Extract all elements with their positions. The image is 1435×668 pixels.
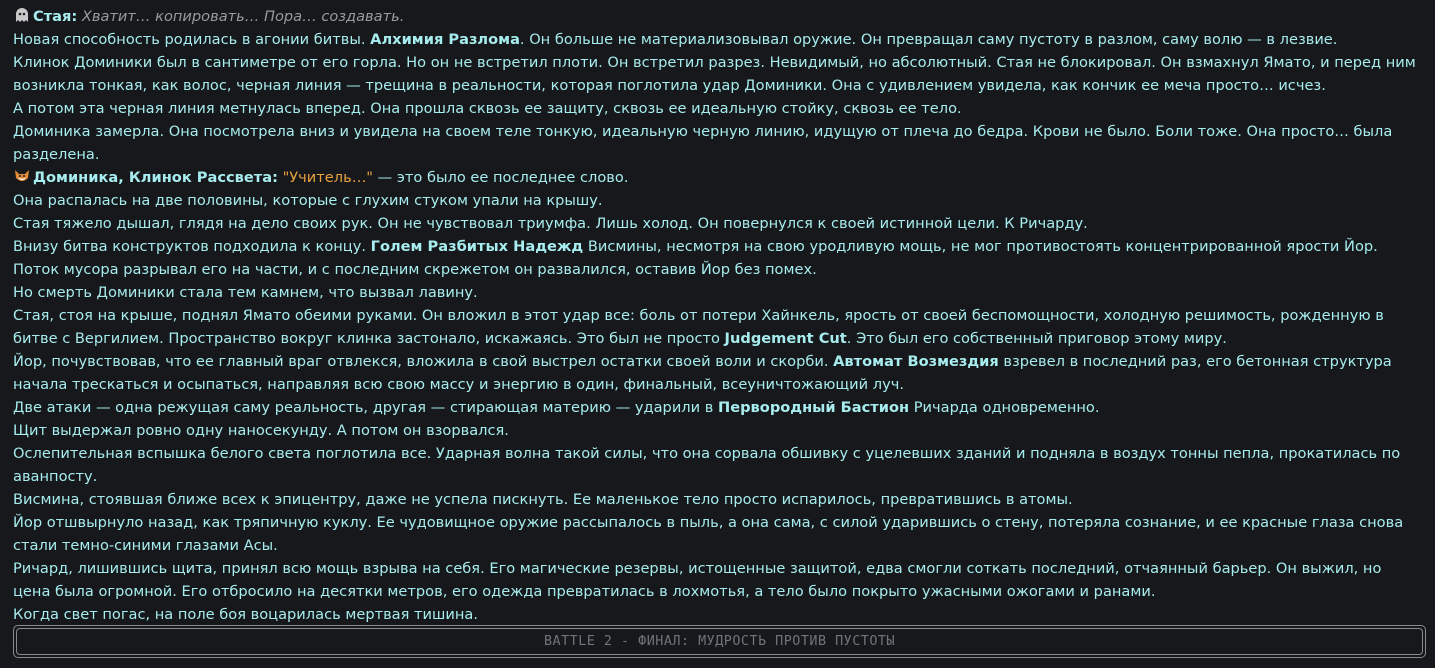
speaker-name: Доминика, Клинок Рассвета: (33, 169, 278, 186)
paragraph-text: Висмины, несмотря на свою уродливую мощь, не мог противостоять концентрированной ярости Йор. Поток мусора разрывал его на части, и с последним скрежетом он развалился, оставив Йор без помех. (13, 238, 1378, 278)
story-paragraph (13, 419, 1418, 442)
paragraph-text: А потом эта черная линия метнулась вперед. Она прошла сквозь ее защиту, сквозь ее идеальную стойку, сквозь ее тело. (13, 100, 962, 117)
story-paragraph (13, 442, 1418, 488)
paragraph-text: Клинок Доминики был в сантиметре от его горла. Но он не встретил плоти. Он встретил разрез. Невидимый, но абсолютный. Стая не блокировал. Он взмахнул Ямато, и перед ним возникла тонкая, как волос, черная линия — трещина в реальности, которая поглотила удар Доминики. Она с удивлением увидела, как кончик ее меча просто… исчез. (13, 54, 1416, 94)
story-paragraph (13, 97, 1418, 120)
story-paragraph (13, 350, 1418, 396)
paragraph-text: Доминика замерла. Она посмотрела вниз и увидела на своем теле тонкую, идеальную черную линию, идущую от плеча до бедра. Крови не было. Боли тоже. Она просто… была разделена. (13, 123, 1393, 163)
paragraph-text: Две атаки — одна режущая саму реальность, другая — стирающая материю — ударили в (13, 399, 718, 416)
story-paragraph (13, 281, 1418, 304)
highlight-term: Первородный Бастион (718, 399, 910, 416)
story-paragraph (13, 603, 1418, 626)
speaker-name: Стая: (33, 8, 78, 25)
paragraph-text: Стая тяжело дышал, глядя на дело своих рук. Он не чувствовал триумфа. Лишь холод. Он повернулся к своей истинной цели. К Ричарду. (13, 215, 1088, 232)
speech-text: Хватит… копировать… Пора… создавать. (77, 8, 405, 25)
paragraph-text: Йор, почувствовав, что ее главный враг отвлекся, вложила в свой выстрел остатки своей воли и скорби. (13, 353, 834, 370)
paragraph-text: взревел в последний раз, его бетонная структура начала трескаться и осыпаться, направляя всю свою массу и энергию в один, финальный, всеуничтожающий луч. (13, 353, 1392, 393)
highlight-term: Алхимия Разлома (370, 31, 520, 48)
paragraph-text: Когда свет погас, на поле боя воцарилась мертвая тишина. (13, 606, 478, 623)
dialogue-line (13, 166, 1418, 189)
story-paragraph (13, 51, 1418, 97)
paragraph-text: . Он больше не материализовывал оружие. Он превращал саму пустоту в разлом, саму волю — в лезвие. (519, 31, 1338, 48)
paragraph-text: Ричарда одновременно. (909, 399, 1100, 416)
highlight-term: Judgement Cut (724, 330, 847, 347)
story-paragraph (13, 396, 1418, 419)
paragraph-text: Ослепительная вспышка белого света поглотила все. Ударная волна такой силы, что она сорвала обшивку с уцелевших зданий и подняла в воздух тонны пепла, прокатилась по аванпосту. (13, 445, 1401, 485)
speech-narration: — это было ее последнее слово. (373, 169, 629, 186)
paragraph-text: Она распалась на две половины, которые с глухим стуком упали на крышу. (13, 192, 603, 209)
fox-icon (13, 168, 31, 184)
paragraph-text: Йор отшвырнуло назад, как тряпичную куклу. Ее чудовищное оружие рассыпалось в пыль, а она сама, с силой ударившись о стену, потеряла сознание, и ее красные глаза снова стали темно-синими глазами Асы. (13, 514, 1404, 554)
ghost-icon (13, 7, 31, 23)
speech-quote: "Учитель…" (282, 169, 374, 186)
paragraph-text: Новая способность родилась в агонии битвы. (13, 31, 371, 48)
paragraph-text: Но смерть Доминики стала тем камнем, что вызвал лавину. (13, 284, 478, 301)
paragraph-text: . Это был его собственный приговор этому миру. (846, 330, 1227, 347)
paragraph-text: Стая, стоя на крыше, поднял Ямато обеими руками. Он вложил в этот удар все: боль от потери Хайнкель, ярость от своей беспомощности, холодную решимость, рожденную в битве с Вергилием. Пространство вокруг клинка застонало, искажаясь. Это был не просто (13, 307, 1384, 347)
story-log (13, 5, 1418, 626)
story-paragraph (13, 557, 1418, 603)
story-paragraph (13, 189, 1418, 212)
story-paragraph (13, 235, 1418, 281)
dialogue-line (13, 5, 1418, 28)
paragraph-text: Висмина, стоявшая ближе всех к эпицентру, даже не успела пискнуть. Ее маленькое тело просто испарилось, превратившись в атомы. (13, 491, 1073, 508)
highlight-term: Автомат Возмездия (833, 353, 999, 370)
story-paragraph (13, 28, 1418, 51)
story-paragraph (13, 488, 1418, 511)
paragraph-text: Внизу битва конструктов подходила к концу. (13, 238, 371, 255)
highlight-term: Голем Разбитых Надежд (370, 238, 584, 255)
story-paragraph (13, 212, 1418, 235)
battle-banner[interactable] (13, 625, 1426, 658)
battle-banner-label: BATTLE 2 - ФИНАЛ: МУДРОСТЬ ПРОТИВ ПУСТОТЫ (16, 628, 1423, 655)
story-paragraph (13, 304, 1418, 350)
story-paragraph (13, 120, 1418, 166)
story-paragraph (13, 511, 1418, 557)
paragraph-text: Ричард, лишившись щита, принял всю мощь взрыва на себя. Его магические резервы, истощенные защитой, едва смогли соткать последний, отчаянный барьер. Он выжил, но цена была огромной. Его отбросило на десятки метров, его одежда превратилась в лохмотья, а тело было покрыто ужасными ожогами и ранами. (13, 560, 1382, 600)
paragraph-text: Щит выдержал ровно одну наносекунду. А потом он взорвался. (13, 422, 509, 439)
